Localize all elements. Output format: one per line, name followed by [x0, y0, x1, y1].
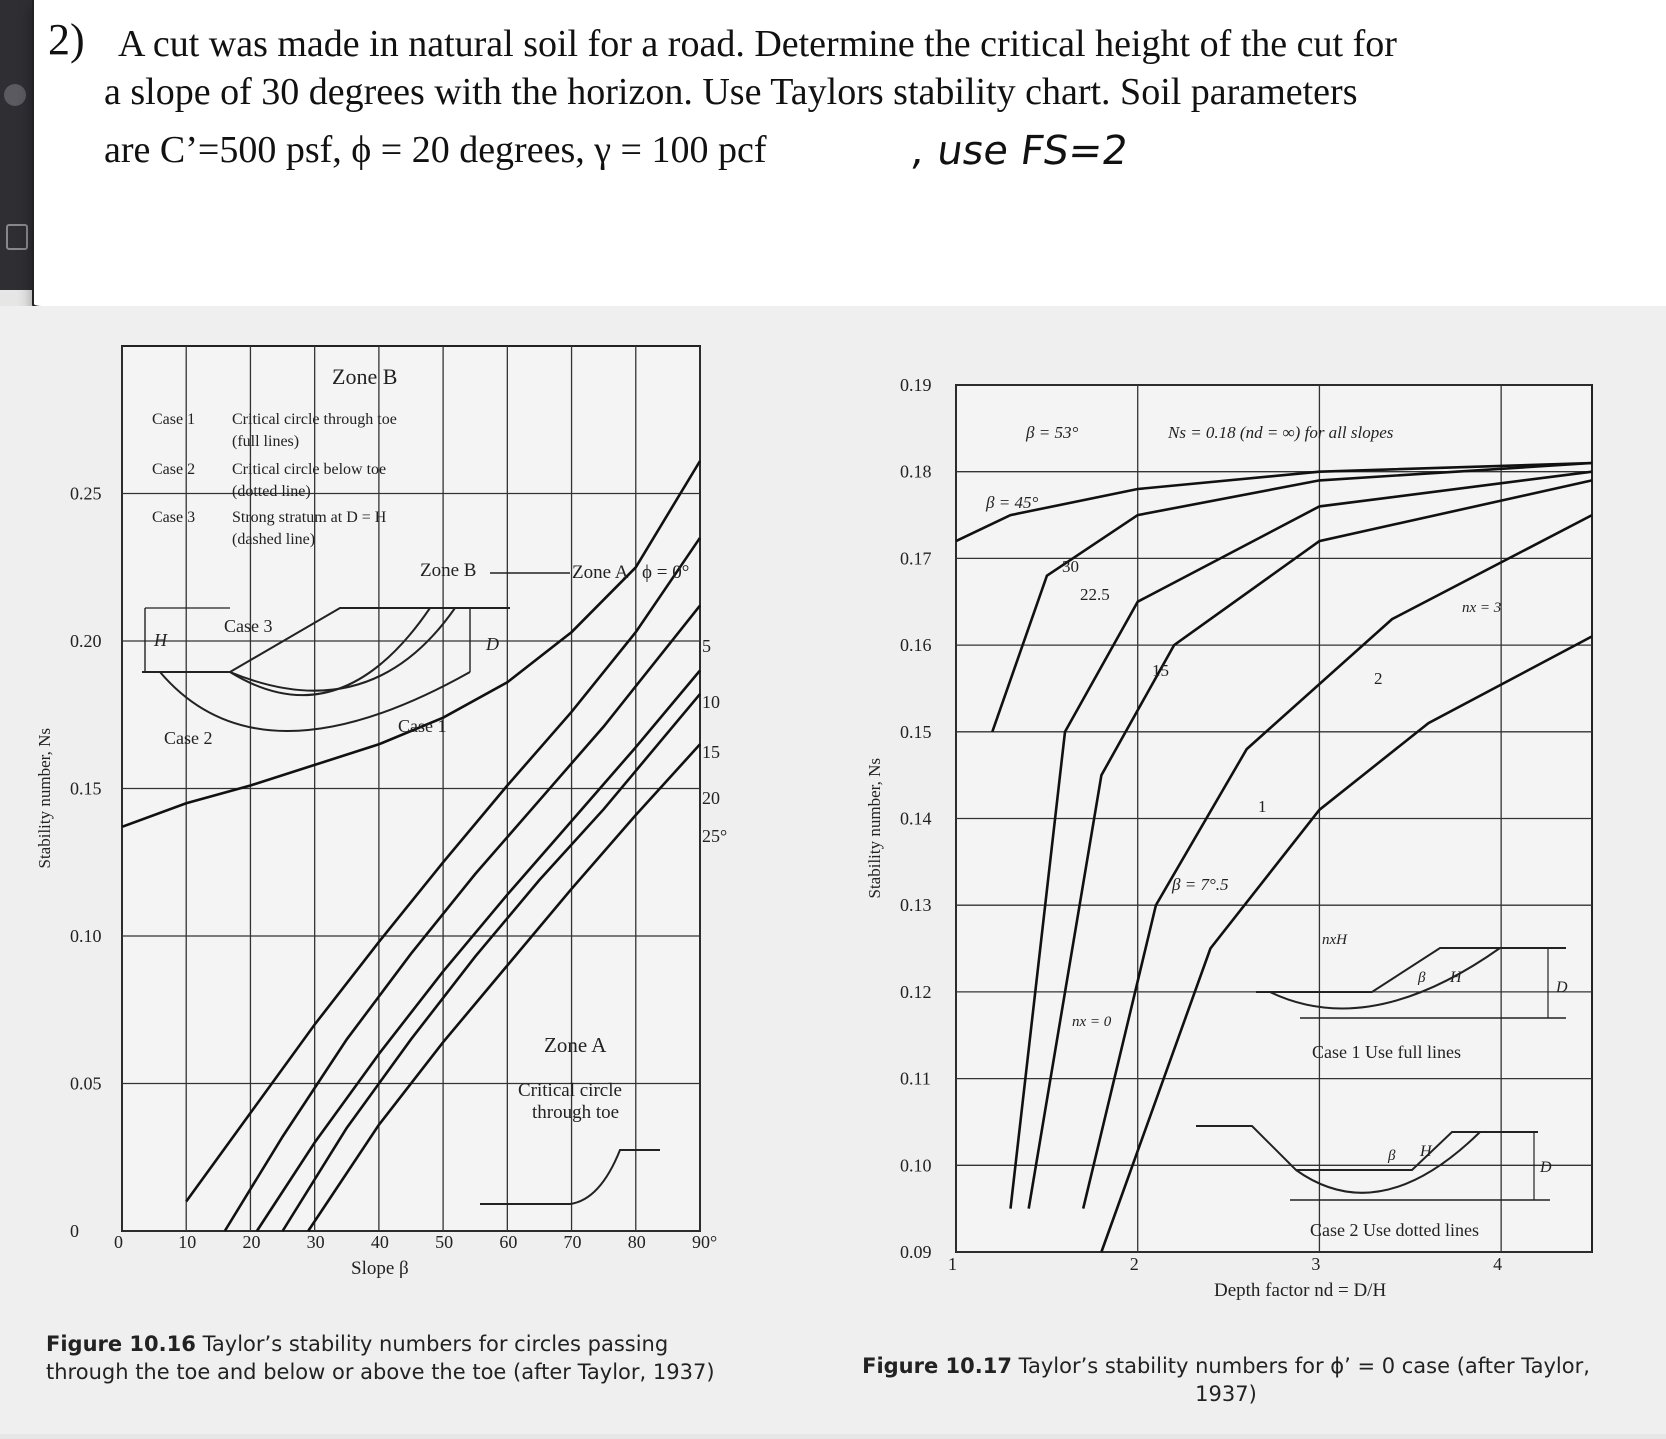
left-chart-y-tick-label: 0.10 — [70, 926, 102, 946]
legend-case1-desc: Critical circle through toe — [232, 411, 397, 428]
case1-h-label: H — [1450, 969, 1462, 986]
phi-label-10: 10 — [702, 692, 720, 712]
sidebar-toggle-icon[interactable] — [6, 224, 28, 250]
left-chart-x-tick-label: 60 — [499, 1232, 518, 1252]
beta-53-label: β = 53° — [1026, 423, 1079, 442]
beta-15-label: 15 — [1152, 661, 1169, 680]
left-chart-y-tick-label: 0 — [70, 1221, 79, 1241]
question-card — [32, 0, 1666, 314]
beta-225-label: 22.5 — [1080, 585, 1110, 604]
phi-label-15: 15 — [702, 742, 720, 762]
figures-svg — [0, 306, 1666, 1434]
critical-circle-label: Critical circle — [518, 1080, 622, 1101]
case2-d-label: D — [1540, 1159, 1552, 1176]
right-chart-x-tick-label: 4 — [1493, 1254, 1503, 1274]
right-chart-y-tick-label: 0.17 — [900, 548, 932, 569]
right-chart-y-tick-label: 0.18 — [900, 461, 932, 482]
legend-case3-note: (dashed line) — [232, 531, 316, 548]
left-chart-y-tick-label: 0.05 — [70, 1073, 102, 1094]
left-chart-x-tick-label: 50 — [435, 1232, 454, 1252]
case1-beta-label: β — [1418, 970, 1426, 986]
legend-case2: Case 2 — [152, 461, 196, 478]
left-chart-y-tick-label: 0.20 — [70, 631, 102, 651]
question-line-3: are C’=500 psf, ϕ = 20 degrees, γ = 100 pcf — [104, 129, 767, 171]
right-chart-x-tick-label: 2 — [1129, 1254, 1139, 1274]
right-chart-x-tick-label: 1 — [948, 1254, 957, 1274]
left-chart-x-tick-label: 90° — [692, 1232, 718, 1252]
handwritten-note: , use FS=2 — [908, 128, 1131, 174]
zone-a-top-label: Zone A — [572, 562, 629, 583]
sketch-case1-label: Case 1 — [398, 716, 447, 736]
right-chart-x-axis-label: Depth factor nd = D/H — [1214, 1280, 1387, 1301]
sketch-case3-label: Case 3 — [224, 616, 273, 636]
right-chart-y-tick-label: 0.12 — [900, 981, 932, 1002]
right-caption-label: Figure 10.17 — [862, 1354, 1012, 1378]
legend-case1-note: (full lines) — [232, 433, 300, 450]
zone-b-label: Zone B — [332, 364, 398, 389]
window-control-icon[interactable] — [4, 84, 26, 106]
case1-caption: Case 1 Use full lines — [1312, 1042, 1461, 1062]
legend-case1: Case 1 — [152, 411, 196, 428]
right-chart-y-tick-label: 0.15 — [900, 721, 932, 742]
phi-label-20: 20 — [702, 788, 720, 808]
left-chart-x-tick-label: 80 — [627, 1232, 646, 1252]
right-chart-y-tick-label: 0.09 — [900, 1242, 932, 1262]
right-chart — [865, 375, 1592, 1301]
sketch-case2-label: Case 2 — [164, 728, 213, 748]
legend-case2-note: (dotted line) — [232, 483, 311, 500]
zone-b-arrow-label: Zone B — [420, 560, 477, 581]
sketch-h-label: H — [154, 630, 167, 650]
ns-limit-label: Ns = 0.18 (nd = ∞) for all slopes — [1168, 423, 1394, 442]
right-chart-y-tick-label: 0.13 — [900, 895, 932, 916]
right-chart-y-axis-label: Stability number, Ns — [865, 757, 884, 899]
nx-0-label: nx = 0 — [1072, 1014, 1112, 1030]
left-caption-text: Taylor’s stability numbers for circles passing through the toe and below or above the toe (after Taylor, 1937) — [46, 1332, 715, 1384]
left-chart-x-tick-label: 30 — [306, 1232, 325, 1252]
right-chart-y-tick-label: 0.16 — [900, 635, 932, 656]
beta-30-label: 30 — [1062, 557, 1079, 576]
legend-case2-desc: Critical circle below toe — [232, 461, 387, 478]
case2-caption: Case 2 Use dotted lines — [1310, 1220, 1479, 1240]
beta-45-label: β = 45° — [986, 493, 1039, 512]
case2-beta-label: β — [1388, 1148, 1396, 1164]
case2-h-label: H — [1420, 1143, 1432, 1160]
right-chart-x-tick-label: 3 — [1311, 1254, 1321, 1274]
window-chrome-strip — [0, 0, 34, 290]
left-figure-caption — [46, 1330, 746, 1386]
case1-nxh-label: nxH — [1322, 932, 1347, 948]
beta-75-label: β = 7°.5 — [1172, 875, 1229, 894]
phi-label-25: 25° — [702, 826, 728, 846]
left-chart-y-tick-label: 0.15 — [70, 778, 102, 799]
figure-panel — [0, 306, 1666, 1434]
zone-a-label: Zone A — [544, 1033, 607, 1057]
right-chart-y-tick-label: 0.11 — [900, 1068, 931, 1089]
question-line-2: a slope of 30 degrees with the horizon. Use Taylors stability chart. Soil parameters — [104, 71, 1358, 113]
through-toe-label: through toe — [532, 1102, 620, 1123]
question-line-1: A cut was made in natural soil for a road. Determine the critical height of the cut for — [118, 23, 1397, 65]
left-chart-x-tick-label: 10 — [178, 1232, 197, 1252]
phi-label-5: 5 — [702, 636, 711, 656]
right-figure-caption — [856, 1352, 1596, 1408]
left-chart-y-axis-label: Stability number, Ns — [35, 727, 54, 869]
question-number: 2) — [48, 15, 85, 64]
legend-case3-desc: Strong stratum at D = H — [232, 509, 387, 526]
nx-3-label: nx = 3 — [1462, 600, 1502, 616]
nx-1-label: 1 — [1258, 797, 1267, 816]
right-chart-y-tick-label: 0.10 — [900, 1155, 932, 1176]
left-caption-label: Figure 10.16 — [46, 1332, 196, 1356]
right-chart-y-tick-label: 0.19 — [900, 375, 932, 395]
right-chart-y-tick-label: 0.14 — [900, 808, 932, 829]
left-chart-y-tick-label: 0.25 — [70, 483, 102, 504]
case1-d-label: D — [1556, 979, 1568, 996]
sketch-d-label: D — [486, 634, 499, 654]
left-chart-x-tick-label: 40 — [370, 1232, 389, 1252]
left-chart — [35, 346, 727, 1279]
left-chart-x-axis-label: Slope β — [351, 1258, 409, 1279]
legend-case3: Case 3 — [152, 509, 196, 526]
right-caption-text: Taylor’s stability numbers for ϕ’ = 0 case (after Taylor, 1937) — [1018, 1354, 1590, 1406]
nx-2-label: 2 — [1374, 669, 1383, 688]
left-chart-x-tick-label: 70 — [563, 1232, 582, 1252]
phi-zero-label: ϕ = 0° — [642, 562, 690, 583]
left-chart-x-tick-label: 0 — [114, 1232, 123, 1252]
left-chart-x-tick-label: 20 — [242, 1232, 261, 1252]
